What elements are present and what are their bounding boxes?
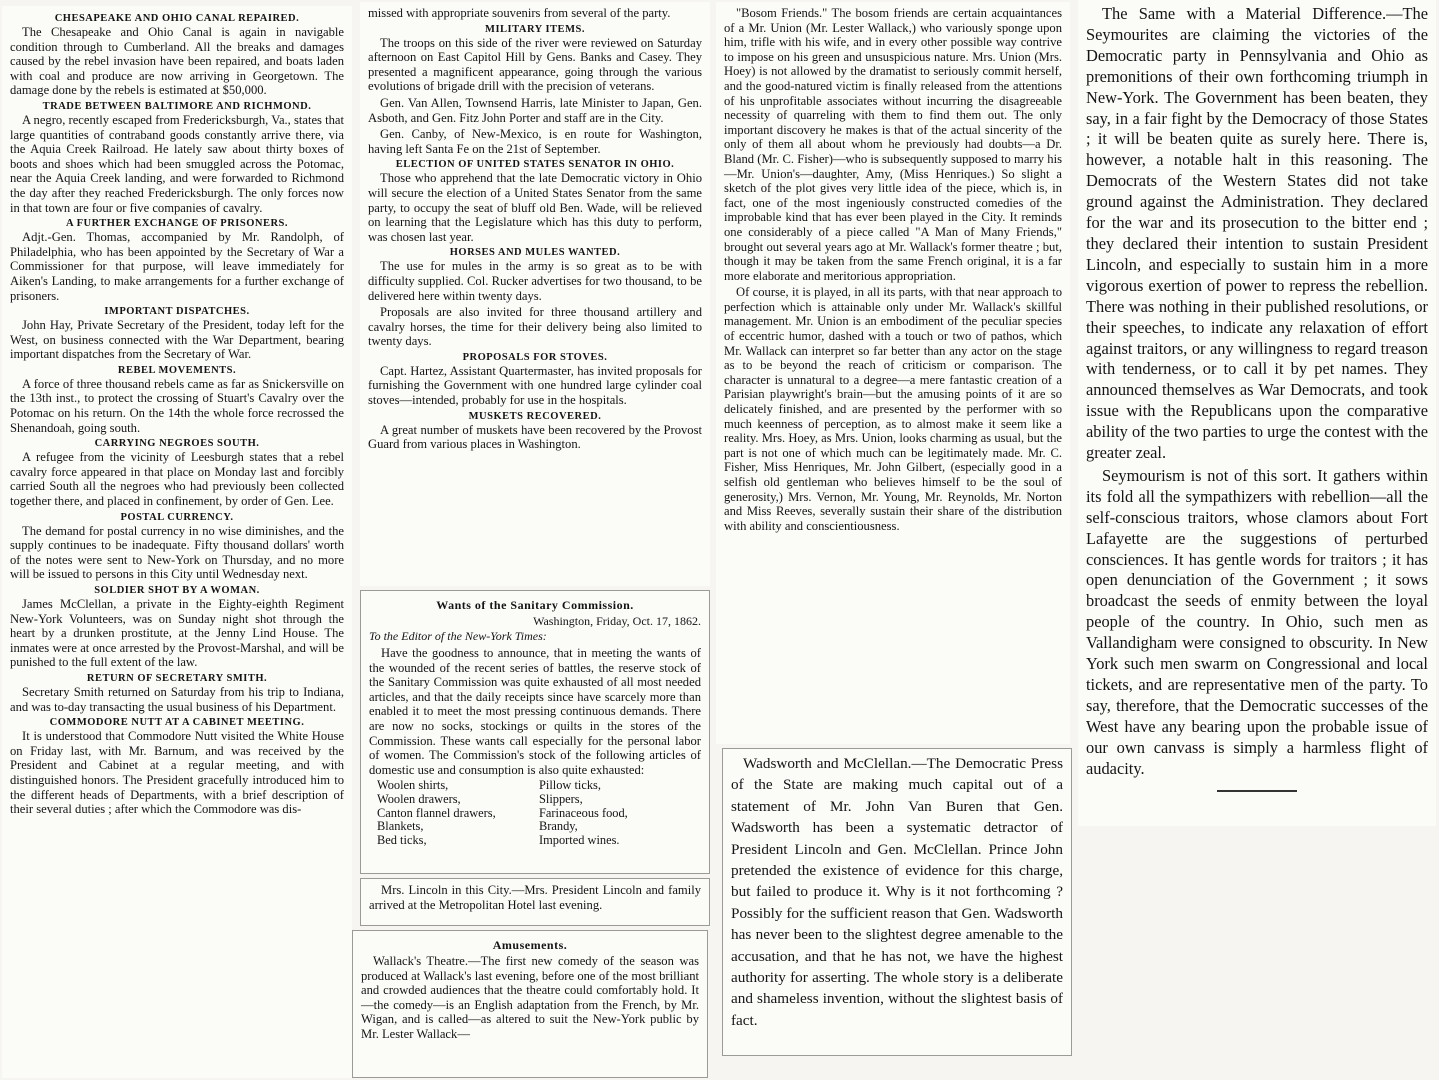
headline: IMPORTANT DISPATCHES. bbox=[104, 306, 250, 318]
paragraph: James McClellan, a private in the Eighty-eighth Regiment New-York Volunteers, was on Sunday night shot through the heart by a drunken prostitute, at the Jenny Lind House. The inmates were at once arrested by the Provost-Marshal, and will be punished to the full extent of the law. bbox=[10, 597, 344, 670]
paragraph: Seymourism is not of this sort. It gathers within its fold all the sympathizers with rebellion—all the self-conscious traitors, whose clamors about Fort Lafayette are the suggestions of perturbed consciences. It has gentle words for traitors ; it has open denunciation of the Government ; it sows broadcast the seeds of enmity between the loyal people of the country. In Ohio, such men as Vallandigham were consigned to obscurity. In New York such men swarm on Congressional and local tickets, and are representative men of the party. To say, therefore, that the Democratic successes of the West have any bearing upon the probable issue of our own canvass is simply a harmless flight of audacity. bbox=[1086, 465, 1428, 778]
paragraph: A great number of muskets have been recovered by the Provost Guard from various places in Washington. bbox=[368, 422, 702, 452]
headline: TRADE BETWEEN BALTIMORE AND RICHMOND. bbox=[42, 100, 312, 112]
paragraph: Wallack's Theatre.—The first new comedy of the season was produced at Wallack's last evening, before one of the most brilliant and crowded audiences that the theatre could comfortably hold. It—the comedy—is an English adaptation from the French, by Mr. Wigan, and is called—as altered to suit the New-York public by Mr. Lester Wallack— bbox=[361, 954, 699, 1041]
headline: HORSES AND MULES WANTED. bbox=[449, 247, 621, 259]
article bbox=[10, 438, 344, 508]
supply-list bbox=[369, 779, 701, 847]
list-item: Woolen drawers, bbox=[377, 791, 461, 806]
paragraph: Gen. Van Allen, Townsend Harris, late Minister to Japan, Gen. Asboth, and Gen. Fitz John Porter and staff are in the City. bbox=[368, 95, 702, 125]
article bbox=[10, 365, 344, 435]
paragraph: A negro, recently escaped from Fredericksburgh, Va., states that large quantities of contraband goods constantly arrive there, via the Aquia Creek Railroad. He lately saw about thirty boxes of boots and shoes which had been smuggled across the Potomac, near the Aquia Creek landing, and were forwarded to Richmond the day after they reached Fredericksburgh. The only forces now in that town are four or five companies of cavalry. bbox=[10, 112, 344, 215]
list-item: Pillow ticks, bbox=[539, 778, 601, 793]
article bbox=[10, 101, 344, 215]
list-item: Imported wines. bbox=[539, 832, 620, 847]
headline: MILITARY ITEMS. bbox=[485, 23, 585, 35]
paragraph: A refugee from the vicinity of Leesburgh states that a rebel cavalry force appeared in that place on Monday last and forcibly carried South all the negroes who had previously been collected together there, and placed in confinement, by order of Gen. Lee. bbox=[10, 450, 344, 509]
dateline: Washington, Friday, Oct. 17, 1862. bbox=[533, 614, 701, 628]
clipping-wadsworth bbox=[722, 748, 1072, 1056]
headline: Amusements. bbox=[492, 938, 568, 952]
headline: ELECTION OF UNITED STATES SENATOR IN OHIO. bbox=[395, 159, 675, 171]
paragraph: missed with appropriate souvenirs from several of the party. bbox=[368, 6, 671, 20]
list-item: Canton flannel drawers, bbox=[377, 805, 496, 820]
paragraph: Have the goodness to announce, that in meeting the wants of the wounded of the recent series of battles, the reserve stock of the Sanitary Commission was quite exhausted of all most needed articles, and that the daily receipts since have scarcely more than enabled it to meet the most pressing continuous demands. There are now no socks, stockings or quilts in the stores of the Commission. These wants call especially for the personal labor of women. The Commission's stock of the following articles of domestic use and consumption is also quite exhausted: bbox=[369, 646, 701, 777]
headline: COMMODORE NUTT AT A CABINET MEETING. bbox=[49, 717, 305, 729]
paragraph: Those who apprehend that the late Democratic victory in Ohio will secure the election of a United States Senator from the same party, to occupy the seat of bluff old Ben. Wade, will be relieved on learning that the Legislature which has this duty to perform, was chosen last year. bbox=[368, 171, 702, 244]
headline: SOLDIER SHOT BY A WOMAN. bbox=[94, 585, 260, 596]
list-item: Brandy, bbox=[539, 819, 578, 834]
headline: PROPOSALS FOR STOVES. bbox=[462, 351, 608, 363]
article bbox=[10, 306, 344, 362]
article bbox=[10, 218, 344, 303]
paragraph: A force of three thousand rebels came as far as Snickersville on the 13th inst., to protect the crossing of Stuart's Cavalry over the Potomac on his return. On the 14th the whole force recrossed the Shenandoah, going south. bbox=[10, 376, 344, 435]
closing-rule bbox=[1217, 790, 1297, 792]
paragraph: "Bosom Friends." The bosom friends are certain acquaintances of a Mr. Union (Mr. Lester Wallack,) who variously sponge upon him, trifle with his wife, and in every other possible way contrive to impose on his green and unsuspicious nature. Mrs. Union (Mrs. Hoey) is not allowed by the dramatist to seriously commit herself, and the good-natured victim is finally released from the attentions of his unprofitable associates without incurring the disagreeable necessity of quarreling with them to find them out. The only important discovery he makes is that of the actual sincerity of the only of them all about whom he previously had doubts—a Dr. Bland (Mr. C. Fisher)—who is subsequently supposed to marry his—Mr. Union's—daughter, Amy, (Miss Henriques.) So slight a sketch of the plot gives very little idea of the piece, which is, in fact, one of the most ingeniously constructed comedies of the improbable kind that has ever been played in the City. It reminds one considerably of a piece called "A Man of Many Friends," brought out several years ago at Mr. Wallack's former theatre ; but, though it may be taken from the same French original, it is a far more elaborate and meritorious appropriation. bbox=[724, 6, 1062, 283]
headline: MUSKETS RECOVERED. bbox=[468, 410, 602, 422]
headline: A FURTHER EXCHANGE OF PRISONERS. bbox=[65, 218, 289, 230]
paragraph: John Hay, Private Secretary of the President, today left for the West, on business connected with the War Department, bearing important dispatches from the Secretary of War. bbox=[10, 318, 344, 362]
clipping-amusements bbox=[352, 930, 708, 1078]
list-item: Bed ticks, bbox=[377, 832, 427, 847]
paragraph: Gen. Canby, of New-Mexico, is en route for Washington, having left Santa Fe on the 21st of September. bbox=[368, 127, 702, 156]
paragraph: Secretary Smith returned on Saturday from his trip to Indiana, and was to-day transacting the usual business of his Department. bbox=[10, 684, 344, 714]
headline: REBEL MOVEMENTS. bbox=[117, 364, 237, 376]
clipping-col1 bbox=[2, 6, 352, 1078]
paragraph: It is understood that Commodore Nutt visited the White House on Friday last, with Mr. Barnum, and was received by the President and Cabinet at a regular meeting, and with distinguished honors. The President gracefully introduced him to the different heads of Departments, with a brief description of their several duties ; after which the Commodore was dis- bbox=[10, 729, 344, 817]
paragraph: Of course, it is played, in all its parts, with that near approach to perfection which is attainable only under Mr. Wallack's skillful management. Mr. Union is an embodiment of the peculiar species of eccentric humor, dashed with a touch or two of pathos, which Mr. Wallack can interpret so far better than any actor on the stage as to be beyond the reach of criticism or comparison. The character is unnatural to a degree—a mere fantastic creation of a Parisian playwright's brain—but the amusing points of it are so delicately finished, and are presented by the performer with so much keenness of perception, as to almost make it seem like a reality. Mrs. Hoey, as Mrs. Union, looks charming as usual, but the part is not one of which much can be legitimately made. Mr. C. Fisher, Miss Henriques, Mr. John Gilbert, (especially good in a selfish old gentleman who believes himself to be the soul of generosity,) Mrs. Vernon, Mr. Young, Mr. Reynolds, Mr. Norton and Miss Reeves, severally sustain their share of the distribution with ability and conscientiousness. bbox=[724, 285, 1062, 533]
article bbox=[10, 717, 344, 817]
list-item: Woolen shirts, bbox=[377, 778, 449, 793]
paragraph: Proposals are also invited for three thousand artillery and cavalry horses, the time for their delivery being also limited to twenty days. bbox=[368, 305, 702, 349]
paragraph: Mrs. Lincoln in this City.—Mrs. President Lincoln and family arrived at the Metropolitan Hotel last evening. bbox=[369, 883, 701, 912]
headline: POSTAL CURRENCY. bbox=[120, 511, 234, 523]
paragraph: The demand for postal currency in no wise diminishes, and the supply continues to be inadequate. Fifty thousand dollars' worth of the notes were sent to New-York on Thursday, and no more will be issued to persons in this City until Wednesday next. bbox=[10, 523, 344, 582]
clipping-mrs-lincoln bbox=[360, 878, 710, 926]
list-item: Slippers, bbox=[539, 791, 583, 806]
article bbox=[10, 673, 344, 714]
article bbox=[10, 585, 344, 670]
headline: Wants of the Sanitary Commission. bbox=[436, 598, 634, 612]
salutation: To the Editor of the New-York Times: bbox=[369, 629, 547, 643]
article bbox=[10, 512, 344, 582]
paragraph: The troops on this side of the river were reviewed on Saturday afternoon on East Capitol Hill by Gens. Banks and Casey. They presented a magnificent appearance, going through the various evolutions of brigade drill with the precision of veterans. bbox=[368, 35, 702, 94]
paragraph: Capt. Hartez, Assistant Quartermaster, has invited proposals for furnishing the Government with one hundred large cylinder coal stoves—intended, probably for use in the hospitals. bbox=[368, 363, 702, 408]
list-item: Farinaceous food, bbox=[539, 805, 628, 820]
article bbox=[10, 13, 344, 98]
paragraph: Adjt.-Gen. Thomas, accompanied by Mr. Randolph, of Philadelphia, who has been appointed by the Secretary of War a Commissioner for that purpose, will leave immediately for Aiken's Landing, to make arrangements for a further exchange of prisoners. bbox=[10, 230, 344, 303]
clipping-col3-theatre bbox=[716, 2, 1070, 744]
paragraph: The Chesapeake and Ohio Canal is again in navigable condition through to Cumberland. All the breaks and damages caused by the rebel invasion have been repaired, and boats laden with coal and produce are now arriving in Georgetown. The damage done by the rebels is estimated at $50,000. bbox=[10, 25, 344, 98]
list-item: Blankets, bbox=[377, 819, 424, 834]
clipping-sanitary-commission bbox=[360, 590, 710, 874]
headline: CHESAPEAKE AND OHIO CANAL REPAIRED. bbox=[54, 13, 300, 24]
clipping-col4-editorial bbox=[1078, 0, 1436, 826]
clipping-col2-news bbox=[360, 2, 710, 586]
paragraph: The use for mules in the army is so great as to be with difficulty supplied. Col. Rucker advertises for two thousand, to be delivered here within twenty days. bbox=[368, 259, 702, 303]
paragraph: The Same with a Material Difference.—The Seymourites are claiming the victories of the Democratic party in Pennsylvania and Ohio as premonitions of their own forthcoming triumph in New-York. The Government has been beaten, they say, in a fair fight by the Democracy of those States ; it will be beaten quite as surely here. There is, however, a notable halt in this reasoning. The Democrats of the Western States did not take ground against the Administration. They declared for the war and its prosecution to the bitter end ; they declared their intention to sustain President Lincoln, and especially to sustain him in a more vigorous exertion of power to repress the rebellion. There was nothing in their published resolutions, or their speeches, to indicate any relaxation of effort against traitors, or any willingness to regard treason with tenderness, or to call it by pet names. They announced themselves as War Democrats, and took issue with the Republicans upon the comparative ability of the two parties to urge the contest with the greater zeal. bbox=[1086, 4, 1429, 463]
headline: CARRYING NEGROES SOUTH. bbox=[94, 438, 260, 450]
paragraph: Wadsworth and McClellan.—The Democratic Press of the State are making much capital out of a statement of Mr. John Van Buren that Gen. Wadsworth has been a systematic detractor of President Lincoln and Gen. McClellan. Prince John pretended the existence of evidence for this charge, but failed to produce it. Why is it not forthcoming ? Possibly for the sufficient reason that Gen. Wadsworth has never been to the slightest degree amenable to the accusation, and that he has not, we have the highest authority for asserting. The whole story is a deliberate and shameless invention, without the slightest basis of fact. bbox=[731, 755, 1063, 1029]
headline: RETURN OF SECRETARY SMITH. bbox=[86, 672, 268, 684]
